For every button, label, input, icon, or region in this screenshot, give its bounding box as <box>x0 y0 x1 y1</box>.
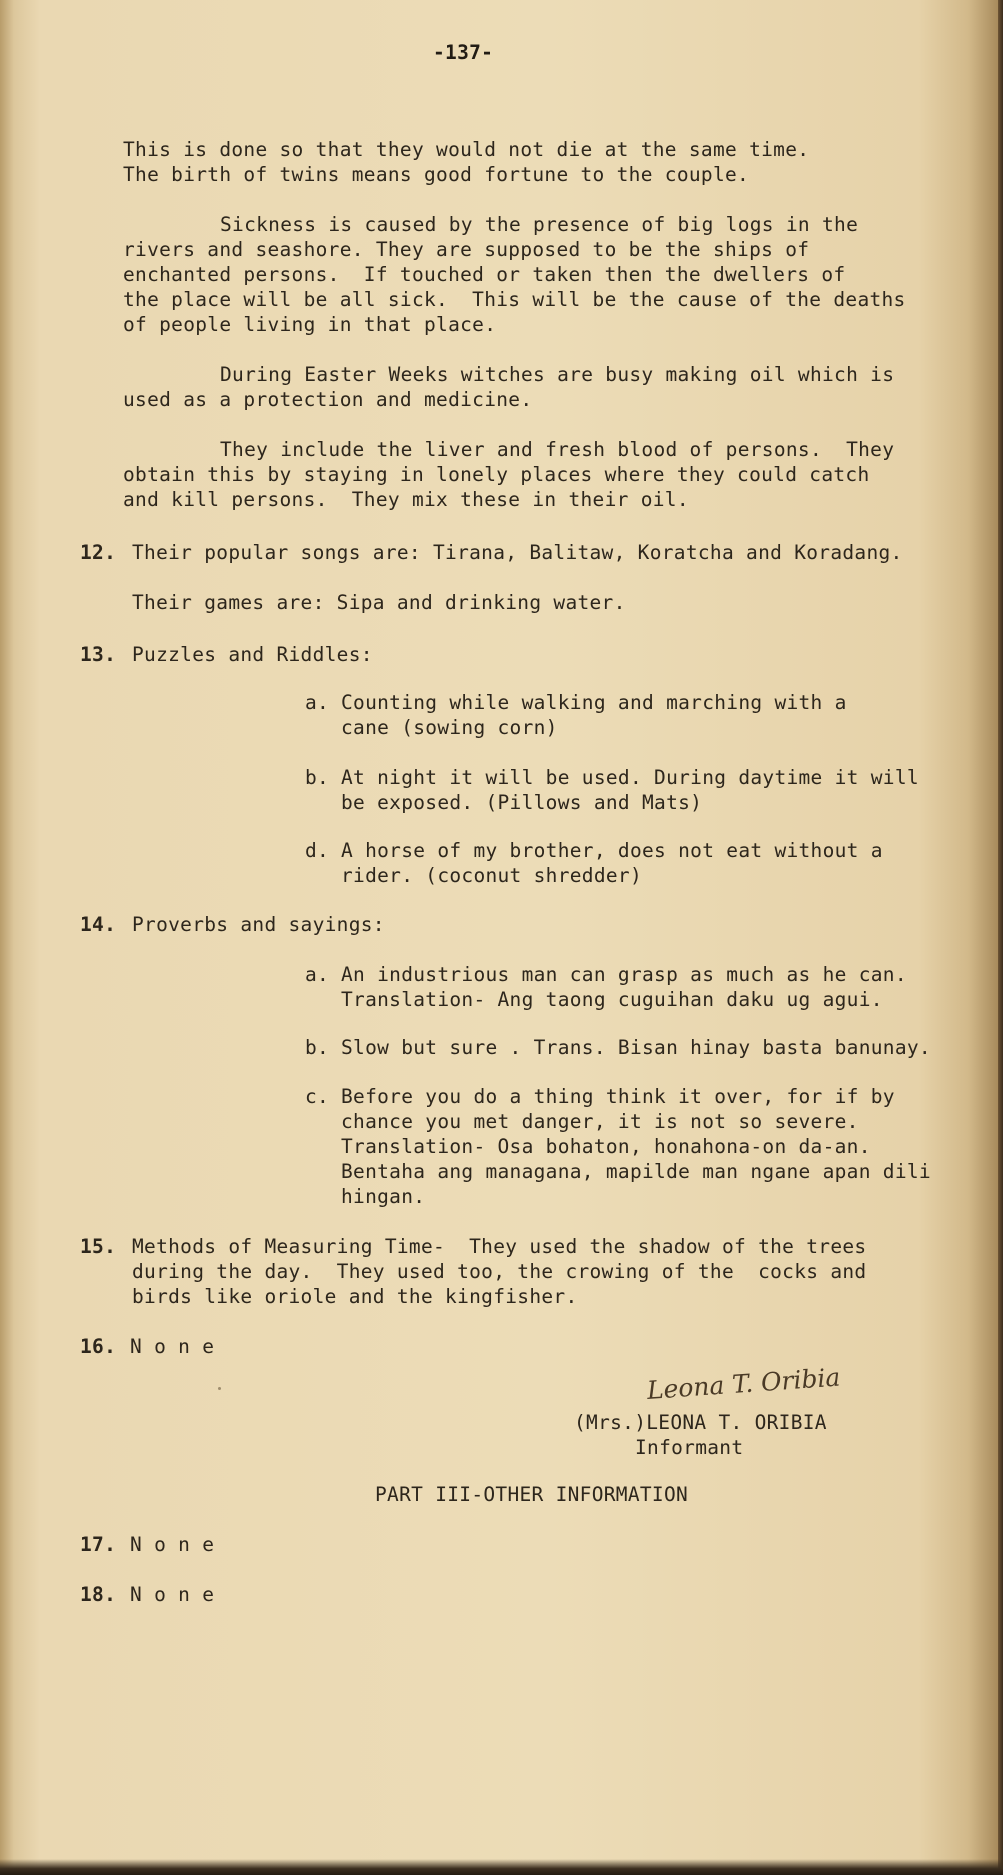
item-15-line-3: birds like oriole and the kingfisher. <box>132 1285 578 1308</box>
easter-line-1: During Easter Weeks witches are busy making oil which is <box>220 363 895 386</box>
part-3-heading: PART III-OTHER INFORMATION <box>375 1483 689 1506</box>
item-13-d-line-2: rider. (coconut shredder) <box>341 864 642 887</box>
item-14-a-line-2: Translation- Ang taong cuguihan daku ug agui. <box>341 988 883 1011</box>
informant-role: Informant <box>635 1436 744 1459</box>
sickness-line-1: Sickness is caused by the presence of big logs in the <box>220 213 859 236</box>
item-13-a-line-2: cane (sowing corn) <box>341 716 558 739</box>
item-17-text: N o n e <box>130 1533 215 1556</box>
item-14-c-line-1: Before you do a thing think it over, for if by <box>341 1085 895 1108</box>
item-18-number: 18. <box>80 1583 117 1606</box>
easter-line-2: used as a protection and medicine. <box>123 388 533 411</box>
sickness-line-5: of people living in that place. <box>123 313 497 336</box>
item-13-a-line-1: Counting while walking and marching with a <box>341 691 847 714</box>
item-17-number: 17. <box>80 1533 117 1556</box>
item-14-c-line-4: Bentaha ang managana, mapilde man ngane apan dili <box>341 1160 931 1183</box>
item-14-c-label: c. <box>305 1085 330 1108</box>
item-13-b-line-1: At night it will be used. During daytime it will <box>341 766 919 789</box>
stray-mark <box>218 1387 221 1390</box>
item-12-number: 12. <box>80 541 117 564</box>
sickness-line-3: enchanted persons. If touched or taken then the dwellers of <box>123 263 846 286</box>
item-13-a-label: a. <box>305 691 330 714</box>
sickness-line-2: rivers and seashore. They are supposed to be the ships of <box>123 238 810 261</box>
item-14-heading: Proverbs and sayings: <box>132 913 385 936</box>
item-18-text: N o n e <box>130 1583 215 1606</box>
item-13-d-line-1: A horse of my brother, does not eat without a <box>341 839 883 862</box>
item-14-b-line-1: Slow but sure . Trans. Bisan hinay basta banunay. <box>341 1036 931 1059</box>
item-13-b-line-2: be exposed. (Pillows and Mats) <box>341 791 703 814</box>
page-number: -137- <box>433 41 494 64</box>
liver-line-1: They include the liver and fresh blood of persons. They <box>220 438 895 461</box>
informant-name: (Mrs.)LEONA T. ORIBIA <box>574 1411 827 1434</box>
item-14-a-label: a. <box>305 963 330 986</box>
intro-line-2: The birth of twins means good fortune to the couple. <box>123 163 750 186</box>
item-14-number: 14. <box>80 913 117 936</box>
item-14-c-line-5: hingan. <box>341 1185 426 1208</box>
sickness-line-4: the place will be all sick. This will be the cause of the deaths <box>123 288 906 311</box>
item-14-a-line-1: An industrious man can grasp as much as he can. <box>341 963 907 986</box>
page-bottom-shadow <box>0 1859 1003 1875</box>
item-16-text: N o n e <box>130 1335 215 1358</box>
item-13-number: 13. <box>80 643 117 666</box>
item-14-c-line-2: chance you met danger, it is not so severe. <box>341 1110 859 1133</box>
item-13-b-label: b. <box>305 766 330 789</box>
liver-line-3: and kill persons. They mix these in their oil. <box>123 488 689 511</box>
item-12-games: Their games are: Sipa and drinking water. <box>132 591 626 614</box>
liver-line-2: obtain this by staying in lonely places where they could catch <box>123 463 870 486</box>
item-16-number: 16. <box>80 1335 117 1358</box>
item-13-heading: Puzzles and Riddles: <box>132 643 373 666</box>
binding-edge <box>998 0 1003 1875</box>
item-15-line-1: Methods of Measuring Time- They used the shadow of the trees <box>132 1235 867 1258</box>
item-14-c-line-3: Translation- Osa bohaton, honahona-on da-an. <box>341 1135 871 1158</box>
item-12-text: Their popular songs are: Tirana, Balitaw, Koratcha and Koradang. <box>132 541 903 564</box>
handwritten-signature: Leona T. Oribia <box>645 1362 842 1405</box>
intro-line-1: This is done so that they would not die at the same time. <box>123 138 810 161</box>
item-15-number: 15. <box>80 1235 117 1258</box>
item-13-d-label: d. <box>305 839 330 862</box>
item-14-b-label: b. <box>305 1036 330 1059</box>
item-15-line-2: during the day. They used too, the crowing of the cocks and <box>132 1260 867 1283</box>
